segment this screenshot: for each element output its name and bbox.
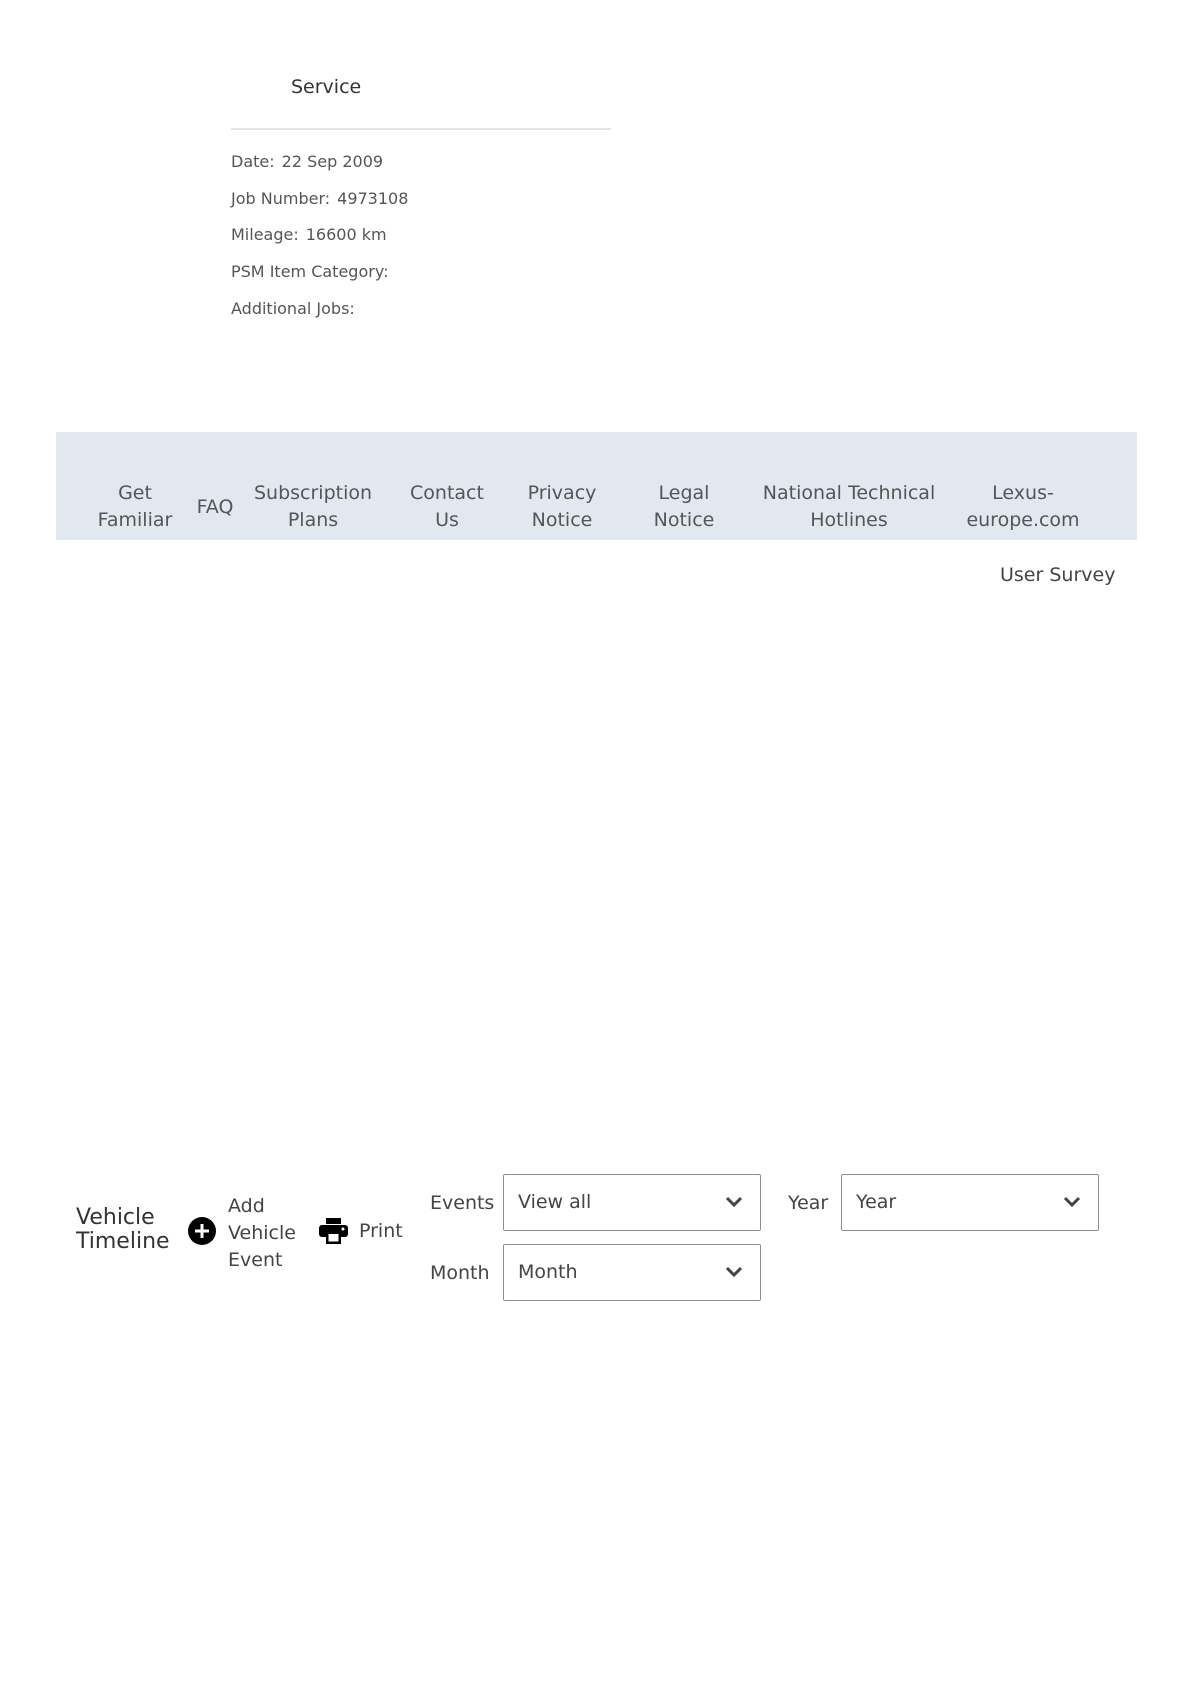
service-mileage-row (231, 225, 387, 244)
service-divider (231, 128, 611, 130)
footer-link-subscription-plans[interactable]: Subscription Plans (253, 482, 373, 531)
date-value: 22 Sep 2009 (281, 152, 384, 171)
add-vehicle-event-button[interactable]: Add Vehicle Event (228, 1195, 296, 1271)
chevron-down-icon (724, 1265, 744, 1279)
footer-link-privacy-notice[interactable]: Privacy Notice (527, 482, 597, 531)
events-filter-select[interactable] (503, 1174, 761, 1231)
vehicle-timeline-title: Vehicle Timeline (76, 1205, 170, 1254)
job-number-value: 4973108 (337, 189, 409, 208)
mileage-label: Mileage: (231, 225, 299, 244)
additional-jobs-label: Additional Jobs: (231, 299, 355, 318)
chevron-down-icon (724, 1195, 744, 1209)
footer-link-contact-us[interactable]: Contact Us (410, 482, 484, 531)
mileage-value: 16600 km (305, 225, 387, 244)
print-button[interactable]: Print (359, 1220, 403, 1242)
plus-circle-icon[interactable] (188, 1217, 216, 1245)
user-survey-link[interactable]: User Survey (1000, 564, 1116, 586)
footer-bar (56, 432, 1137, 540)
printer-icon[interactable] (319, 1218, 348, 1244)
date-label: Date: (231, 152, 275, 171)
psm-item-category-label: PSM Item Category: (231, 262, 389, 281)
events-filter-value: View all (518, 1191, 592, 1213)
month-filter-value: Month (518, 1261, 578, 1283)
service-title: Service (291, 76, 362, 98)
footer-link-national-technical-hotlines[interactable]: National Technical Hotlines (762, 482, 936, 531)
footer-link-lexus-europe[interactable]: Lexus- europe.com (966, 482, 1080, 531)
service-date-row (231, 152, 383, 171)
footer-link-legal-notice[interactable]: Legal Notice (653, 482, 715, 531)
chevron-down-icon (1062, 1195, 1082, 1209)
month-filter-select[interactable] (503, 1244, 761, 1301)
events-filter-label: Events (430, 1192, 495, 1214)
service-job-row (231, 189, 408, 208)
year-filter-value: Year (856, 1191, 897, 1213)
footer-link-get-familiar[interactable]: Get Familiar (97, 482, 173, 531)
year-filter-label: Year (788, 1192, 829, 1214)
month-filter-label: Month (430, 1262, 490, 1284)
year-filter-select[interactable] (841, 1174, 1099, 1231)
footer-link-faq[interactable]: FAQ (196, 496, 234, 518)
job-number-label: Job Number: (231, 189, 331, 208)
